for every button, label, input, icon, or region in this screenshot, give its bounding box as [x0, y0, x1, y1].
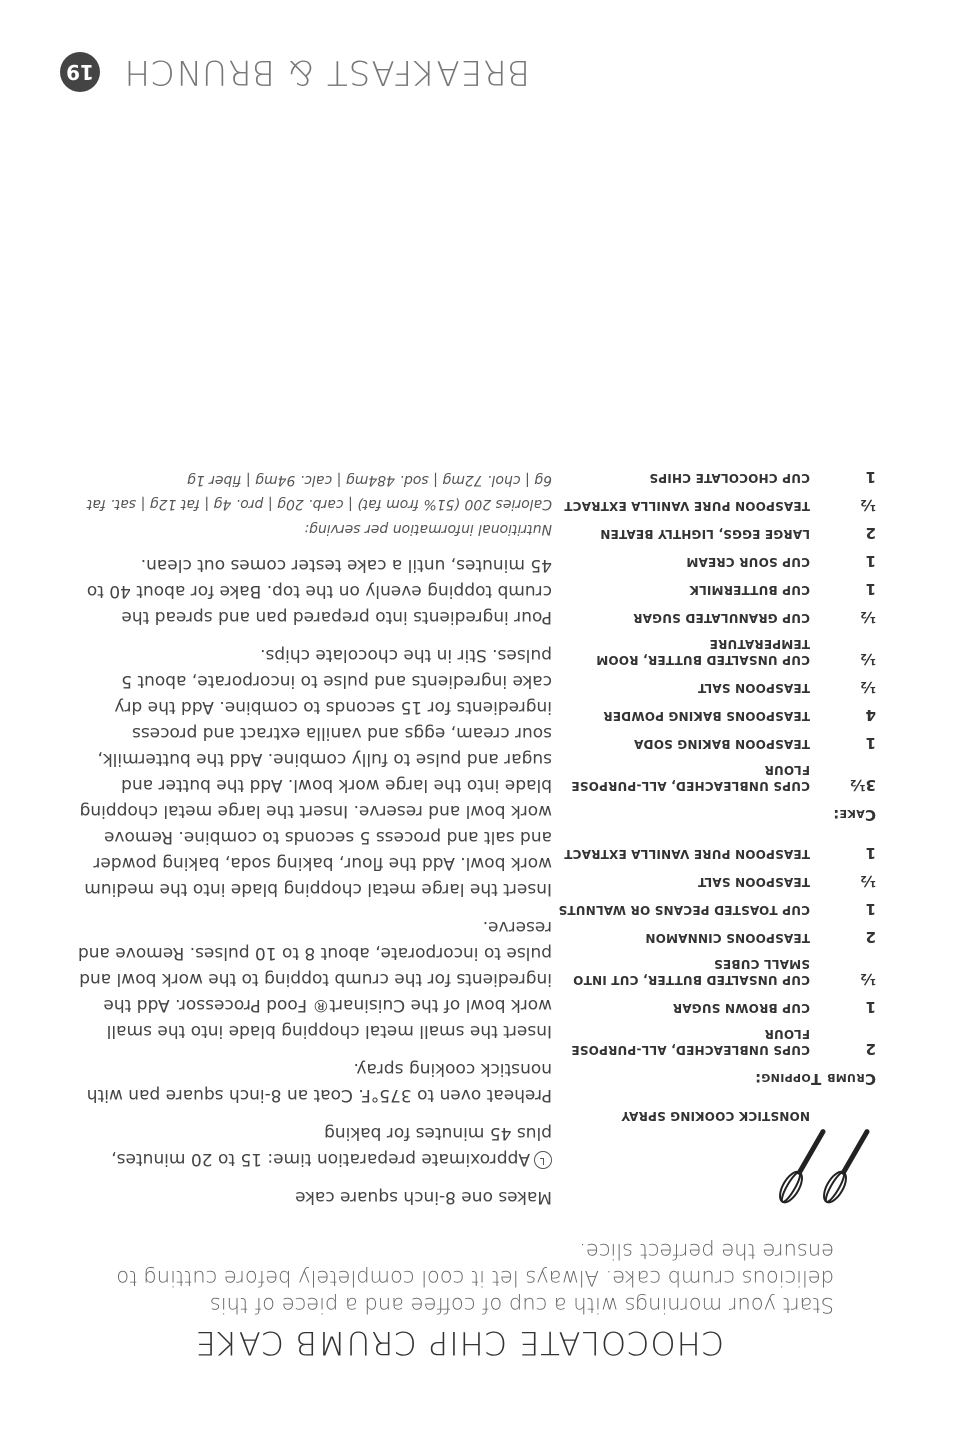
ingredient-row [546, 678, 876, 696]
ingredient-row [546, 734, 876, 752]
ingredient-name: CUP UNSALTED BUTTER, ROOM TEMPERATURE [596, 637, 810, 667]
step-list [72, 552, 552, 1108]
ingredient-row [546, 552, 876, 570]
ingredient-name: TEASPOON PURE VANILLA EXTRACT [564, 847, 810, 861]
ingredient-quantity: ½ [860, 650, 876, 668]
ingredient-quantity: 1 [865, 900, 876, 918]
ingredient-cooking-spray: NONSTICK COOKING SPRAY [621, 1109, 810, 1123]
ingredient-quantity: 1 [865, 580, 876, 598]
ingredient-name: CUPS UNBLEACHED, ALL-PURPOSE FLOUR [571, 1027, 810, 1057]
prep-time-line [72, 1120, 552, 1172]
ingredient-name: TEASPOON BAKING SODA [633, 737, 810, 751]
ingredient-quantity: ½ [860, 608, 876, 626]
section-title: BREAKFAST & BRUNCH [123, 52, 530, 92]
instruction-step: Insert the small metal chopping blade into the small work bowl of the Cuisinart® Food Processor. Add the ingredients for the crumb topping to the work bowl and pulse to incorporate, about 8 to 10 pulses. Remove and reserve. [77, 917, 552, 1041]
ingredient-row [546, 496, 876, 514]
ingredient-row [546, 524, 876, 542]
ingredient-name: CUP GRANULATED SUGAR [633, 611, 810, 625]
ingredients-list [546, 458, 876, 1124]
ingredient-quantity: 1 [865, 468, 876, 486]
ingredient-quantity: ½ [860, 970, 876, 988]
instruction-step: Pour ingredients into prepared pan and spread the crumb topping evenly on the top. Bake for about 40 to 45 minutes, until a cake tester comes out clean. [86, 555, 552, 627]
ingredient-name: CUP SOUR CREAM [686, 555, 810, 569]
ingredient-row [546, 706, 876, 724]
ingredient-row [546, 580, 876, 598]
nutrition-info: Calories 200 (51% from fat) | carb. 20g | pro. 4g | fat 12g | sat. fat 6g | chol. 72mg | sod. 484mg | calc. 94mg | fiber 1g [86, 472, 552, 512]
ingredient-name: TEASPOON PURE VANILLA EXTRACT [564, 499, 810, 513]
ingredient-quantity: 1 [865, 552, 876, 570]
crumb-topping-heading: Crumb Topping: [754, 1070, 876, 1088]
cake-heading: Cake: [832, 806, 876, 824]
ingredient-row [546, 872, 876, 890]
ingredient-name: CUPS UNBLEACHED, ALL-PURPOSE FLOUR [571, 763, 810, 793]
ingredient-name: TEASPOON SALT [697, 681, 810, 695]
nutrition-label: Nutritional information per serving: [304, 521, 552, 537]
ingredient-name: CUP UNSALTED BUTTER, CUT INTO SMALL CUBES [573, 957, 810, 987]
ingredient-row [546, 1026, 876, 1058]
recipe-intro: Start your mornings with a cup of coffee and a piece of this delicious crumb cake. Always let it cool completely before cutting to ensure the perfect slice. [116, 1239, 834, 1317]
ingredient-quantity: ½ [860, 678, 876, 696]
ingredient-name: CUP CHOCOLATE CHIPS [649, 471, 810, 485]
recipe-title: CHOCOLATE CHIP CRUMB CAKE [194, 1324, 724, 1362]
page-number-badge [60, 52, 100, 92]
ingredient-row [546, 844, 876, 862]
ingredient-name: LARGE EGGS, LIGHTLY BEATEN [600, 527, 810, 541]
instruction-step: Preheat oven to 375°F. Coat an 8-inch square pan with nonstick cooking spray. [86, 1059, 552, 1105]
ingredient-row [546, 928, 876, 946]
ingredient-row [546, 608, 876, 626]
ingredient-name: TEASPOONS CINNAMON [645, 931, 810, 945]
ingredient-row [546, 956, 876, 988]
ingredient-quantity: 1 [865, 844, 876, 862]
ingredient-quantity: 4 [865, 706, 876, 724]
ingredient-name: TEASPOON SALT [697, 875, 810, 889]
ingredient-name: TEASPOONS BAKING POWDER [603, 709, 810, 723]
cake-ingredient-list [546, 468, 876, 794]
clock-icon [534, 1151, 552, 1169]
ingredient-name: CUP BUTTERMILK [689, 583, 810, 597]
ingredient-row [546, 900, 876, 918]
ingredient-row [546, 636, 876, 668]
instructions [72, 468, 552, 1210]
ingredient-quantity: ½ [860, 496, 876, 514]
whisk-icon [774, 1122, 874, 1212]
ingredient-name: CUP BROWN SUGAR [672, 1001, 810, 1015]
crumb-topping-list [546, 844, 876, 1058]
ingredient-quantity: 2 [865, 1040, 876, 1058]
ingredient-quantity: 2 [865, 928, 876, 946]
ingredient-quantity: 3½ [850, 776, 876, 794]
ingredient-quantity: 2 [865, 524, 876, 542]
ingredient-row [546, 762, 876, 794]
page-number: 19 [66, 60, 94, 84]
instruction-step: Insert the large metal chopping blade into the medium work bowl. Add the flour, baking soda, baking powder and salt and process 5 seconds to combine. Remove work bowl and reserve. Insert the large metal chopping blade into the large work bowl. Add the butter and sugar and pulse to fully combine. Add the buttermilk, sour cream, eggs and vanilla extract and process ingredients for 15 seconds to combine. Add the dry cake ingredients and pulse to incorporate, about 5 pulses. Stir in the chocolate chips. [79, 645, 552, 899]
ingredient-quantity: 1 [865, 998, 876, 1016]
ingredient-quantity: 1 [865, 734, 876, 752]
prep-time-text: Approximate preparation time: 15 to 20 minutes, plus 45 minutes for baking [111, 1123, 552, 1169]
makes-line: Makes one 8-inch square cake [295, 1187, 552, 1207]
ingredient-quantity: ½ [860, 872, 876, 890]
ingredient-row [546, 468, 876, 486]
ingredient-row [546, 998, 876, 1016]
ingredient-name: CUP TOASTED PECANS OR WALNUTS [558, 903, 810, 917]
